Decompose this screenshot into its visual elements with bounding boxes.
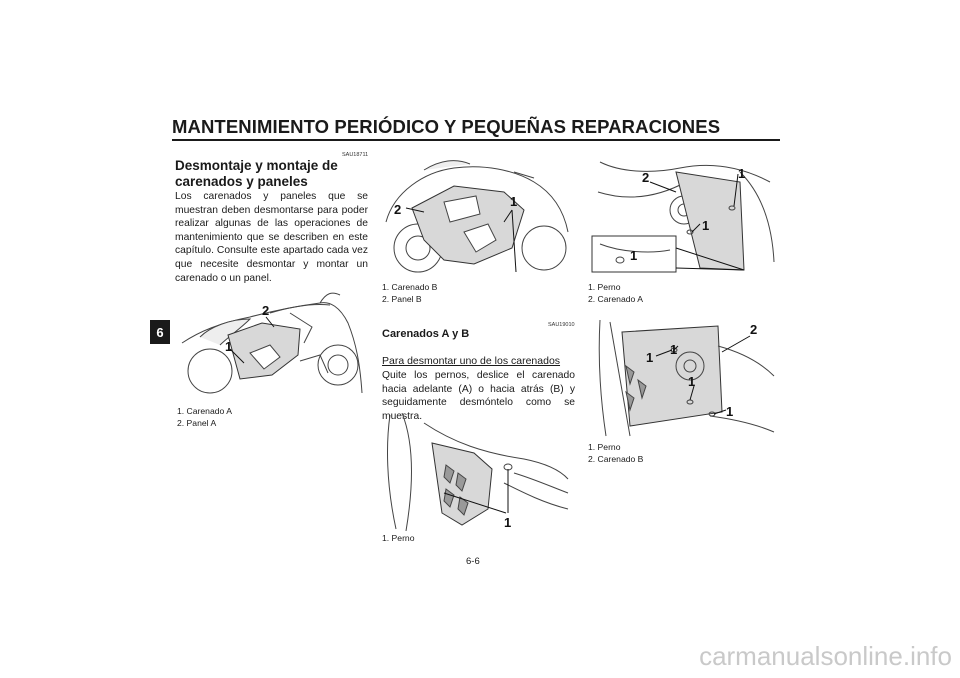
callout-1: 1 (630, 248, 638, 263)
callout-1: 1 (646, 350, 654, 365)
header-rule (172, 139, 780, 141)
callout-1: 1 (510, 194, 518, 209)
callout-2: 2 (394, 202, 402, 217)
callout-1: 1 (726, 404, 734, 419)
page-number: 6-6 (466, 556, 480, 567)
callout-1: 1 (702, 218, 710, 233)
section-title: Desmontaje y montaje de carenados y paneles (175, 158, 338, 189)
figure-caption (382, 532, 415, 544)
figure-fairing-b (384, 152, 570, 277)
caption-line: 1. Perno (382, 533, 415, 543)
callout-1: 1 (225, 339, 233, 354)
callout-1: 1 (688, 374, 696, 389)
caption-line: 2. Carenado A (588, 294, 643, 304)
figure-right-bottom (590, 316, 776, 440)
chapter-tab: 6 (150, 320, 170, 344)
figure-caption (588, 441, 643, 465)
caption-line: 2. Carenado B (588, 454, 644, 464)
instruction-heading: Para desmontar uno de los carenados (382, 355, 561, 367)
watermark: carmanualsonline.info (699, 641, 952, 671)
caption-line: 1. Perno (588, 442, 621, 452)
figure-right-top (590, 152, 776, 277)
section-code: SAU19010 (548, 322, 575, 328)
figure-fairing-a (180, 283, 366, 403)
caption-line: 1. Carenado A (177, 406, 232, 416)
figure-caption (588, 281, 643, 305)
caption-line: 1. Carenado B (382, 282, 438, 292)
callout-1: 1 (670, 342, 678, 357)
caption-line: 1. Perno (588, 282, 621, 292)
page-header-title: MANTENIMIENTO PERIÓDICO Y PEQUEÑAS REPARACIONES (172, 116, 721, 137)
section-body: Los carenados y paneles que se muestran deben desmontarse para poder realizar algunas de las operaciones de mantenimiento que se describen en este capítulo. Consulte este apartado cada vez que necesite desmontar y montar un carenado o un panel. (175, 191, 368, 284)
callout-2: 2 (750, 322, 758, 337)
instruction-body: Quite los pernos, deslice el carenado hacia adelante (A) o hacia atrás (B) y seguidamente desmóntelo como se muestra. (382, 370, 575, 422)
figure-caption (177, 405, 232, 429)
callout-1: 1 (738, 166, 746, 181)
callout-2: 2 (642, 170, 650, 185)
caption-line: 2. Panel A (177, 418, 217, 428)
caption-line: 2. Panel B (382, 294, 422, 304)
section-subtitle: Carenados A y B (382, 328, 470, 340)
section-code: SAU18711 (342, 152, 369, 158)
figure-bolts (384, 413, 570, 531)
figure-caption (382, 281, 437, 305)
callout-1: 1 (504, 515, 512, 530)
callout-2: 2 (262, 303, 270, 318)
